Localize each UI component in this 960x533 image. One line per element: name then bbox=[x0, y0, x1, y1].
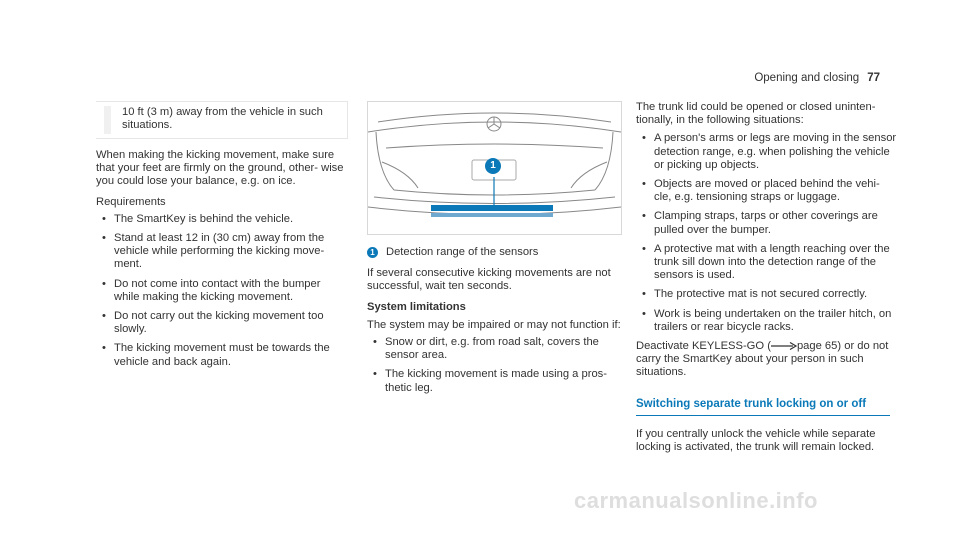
list-item: • Clamping straps, tarps or other coverings are pulled over the bumper. bbox=[636, 210, 898, 236]
trunk-figure bbox=[367, 101, 622, 235]
list-item: • Stand at least 12 in (30 cm) away from the vehicle while performing the kicking move- ment. bbox=[96, 232, 348, 272]
figure-caption bbox=[367, 246, 622, 259]
warning-text: 10 ft (3 m) away from the vehicle in such situations. bbox=[122, 106, 323, 132]
list-item: • The SmartKey is behind the vehicle. bbox=[96, 213, 348, 226]
page-number: 77 bbox=[867, 72, 880, 84]
header-title: Opening and closing bbox=[754, 72, 860, 84]
requirements-list bbox=[96, 213, 348, 369]
page-reference-link[interactable]: page 65 bbox=[796, 340, 838, 353]
column-2 bbox=[367, 246, 622, 401]
list-item: • A person's arms or legs are moving in the sensor detection range, e.g. when polishing the vehicle or picking up objects. bbox=[636, 132, 898, 172]
list-item: • Objects are moved or placed behind the vehi- cle, e.g. tensioning straps or luggage. bbox=[636, 178, 898, 204]
list-item: • The kicking movement is made using a pros- thetic leg. bbox=[367, 368, 622, 394]
column-1 bbox=[96, 149, 348, 375]
col1-paragraph: When making the kicking movement, make sure that your feet are firmly on the ground, other- wise you could lose your balance, e.g. on ice. bbox=[96, 149, 344, 188]
deactivate-post: ) or do not carry the SmartKey about your person in such situations. bbox=[636, 340, 889, 379]
section-heading: Switching separate trunk locking on or off bbox=[636, 398, 890, 416]
caption-marker: 1 bbox=[367, 247, 378, 258]
col3-intro: The trunk lid could be opened or closed uninten- tionally, in the following situations: bbox=[636, 101, 876, 127]
caption-text: Detection range of the sensors bbox=[386, 246, 539, 258]
situations-list bbox=[636, 132, 898, 334]
system-limitations-text: The system may be impaired or may not function if: bbox=[367, 318, 621, 331]
col2-paragraph: If several consecutive kicking movements are not successful, wait ten seconds. bbox=[367, 267, 611, 293]
deactivate-pre: Deactivate KEYLESS-GO ( bbox=[636, 340, 771, 353]
figure-marker: 1 bbox=[485, 158, 501, 174]
list-item: • Work is being undertaken on the trailer hitch, on trailers or rear bicycle racks. bbox=[636, 308, 898, 334]
warning-bar bbox=[104, 106, 111, 134]
list-item: • Snow or dirt, e.g. from road salt, covers the sensor area. bbox=[367, 336, 622, 362]
column-3 bbox=[636, 101, 898, 461]
section-paragraph: If you centrally unlock the vehicle while separate locking is activated, the trunk will remain locked. bbox=[636, 427, 876, 454]
watermark: carmanualsonline.info bbox=[574, 488, 818, 513]
list-item: • A protective mat with a length reaching over the trunk sill down into the detection range of the sensors is used. bbox=[636, 243, 898, 283]
list-item: • Do not come into contact with the bumper while making the kicking movement. bbox=[96, 278, 348, 304]
list-item: • The kicking movement must be towards the vehicle and back again. bbox=[96, 342, 348, 368]
system-limitations-heading: System limitations bbox=[367, 300, 466, 313]
list-item: • Do not carry out the kicking movement too slowly. bbox=[96, 310, 348, 336]
list-item: • The protective mat is not secured correctly. bbox=[636, 288, 898, 301]
system-limitations-list bbox=[367, 336, 622, 395]
requirements-heading: Requirements bbox=[96, 195, 166, 208]
page-header bbox=[754, 72, 880, 85]
page-arrow-icon bbox=[771, 342, 797, 350]
deactivate-paragraph bbox=[636, 340, 898, 380]
